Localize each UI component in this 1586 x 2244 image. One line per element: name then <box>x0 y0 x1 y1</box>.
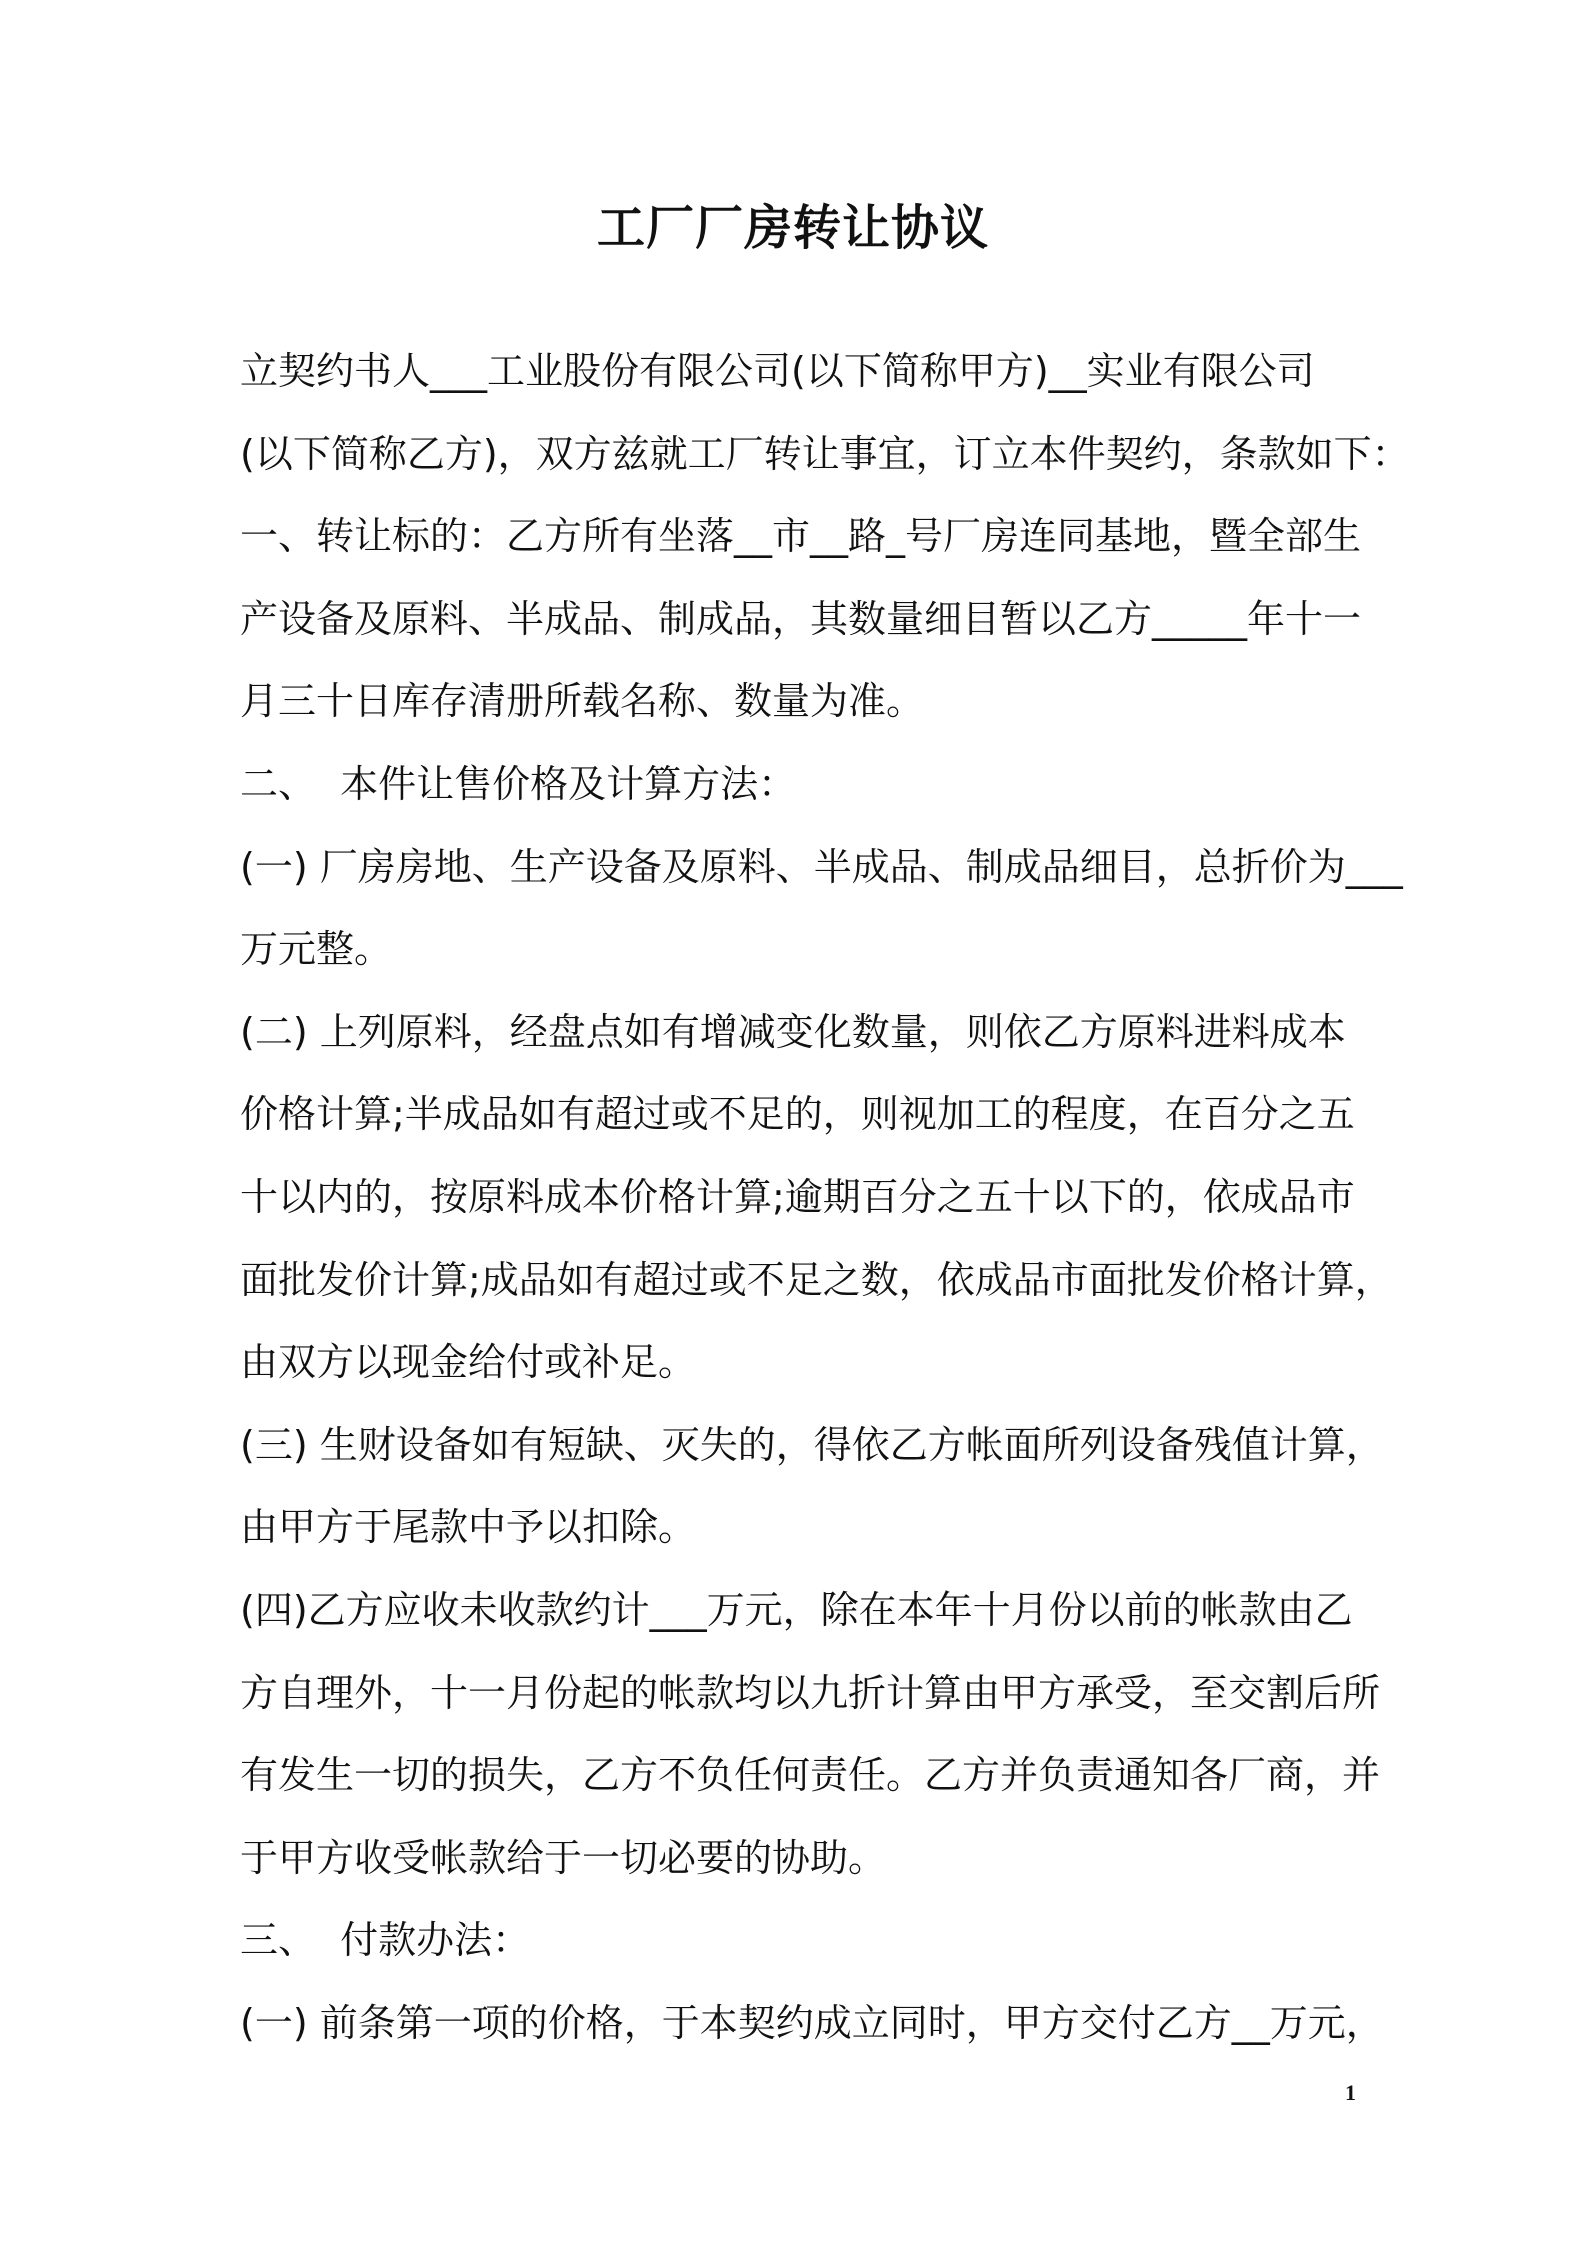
text-line: 万元整。 <box>240 927 393 972</box>
text-line: 由双方以现金给付或补足。 <box>240 1340 697 1385</box>
text-line: 方自理外，十一月份起的帐款均以九折计算由甲方承受，至交割后所 <box>240 1670 1381 1715</box>
section-heading: 三、 付款办法： <box>240 1918 531 1963</box>
text-line: 面批发价计算;成品如有超过或不足之数，依成品市面批发价格计算， <box>240 1257 1393 1302</box>
text-line: 有发生一切的损失，乙方不负任何责任。乙方并负责通知各厂商，并 <box>240 1753 1381 1798</box>
text-line: 由甲方于尾款中予以扣除。 <box>240 1505 697 1550</box>
text-line: 十以内的，按原料成本价格计算;逾期百分之五十以下的，依成品市 <box>240 1174 1355 1219</box>
text-line: 价格计算;半成品如有超过或不足的，则视加工的程度，在百分之五 <box>240 1092 1355 1137</box>
document-body <box>240 330 1410 2064</box>
text-line: 月三十日库存清册所载名称、数量为准。 <box>240 679 925 724</box>
text-line: (一) 前条第一项的价格，于本契约成立同时，甲方交付乙方__万元， <box>240 2000 1384 2045</box>
text-line: (以下简称乙方)，双方兹就工厂转让事宜，订立本件契约，条款如下： <box>240 431 1410 476</box>
text-line: 立契约书人___工业股份有限公司(以下简称甲方)__实业有限公司 <box>240 349 1315 393</box>
text-line: 一、转让标的：乙方所有坐落__市__路_号厂房连同基地，暨全部生 <box>240 514 1362 559</box>
section-heading: 二、 本件让售价格及计算方法： <box>240 761 797 806</box>
document-title: 工厂厂房转让协议 <box>596 200 989 256</box>
text-line: (三) 生财设备如有短缺、灭失的，得依乙方帐面所列设备残值计算， <box>240 1422 1384 1467</box>
text-line: (二) 上列原料，经盘点如有增减变化数量，则依乙方原料进料成本 <box>240 1009 1346 1054</box>
text-line: (四)乙方应收未收款约计___万元，除在本年十月份以前的帐款由乙 <box>240 1587 1353 1632</box>
text-line: (一) 厂房房地、生产设备及原料、半成品、制成品细目，总折价为___ <box>240 844 1403 889</box>
text-line: 产设备及原料、半成品、制成品，其数量细目暂以乙方_____年十一 <box>240 596 1362 641</box>
page-number: 1 <box>1345 2080 1356 2105</box>
text-line: 于甲方收受帐款给于一切必要的协助。 <box>240 1835 887 1880</box>
